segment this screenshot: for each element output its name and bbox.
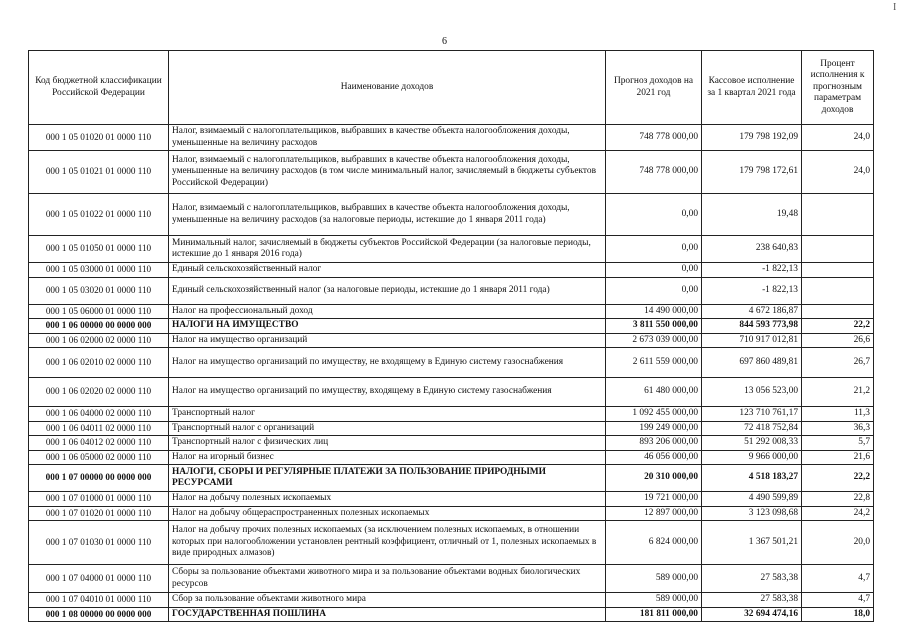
row-cash: 710 917 012,81 [702,333,802,348]
table-header-row [29,51,874,125]
row-forecast: 2 673 039 000,00 [606,333,702,348]
row-forecast: 199 249 000,00 [606,421,702,436]
row-cash: 4 672 186,87 [702,304,802,319]
row-forecast: 181 811 000,00 [606,607,702,622]
row-percent: 26,7 [802,348,874,378]
row-percent [802,263,874,278]
row-percent [802,304,874,319]
row-cash: 179 798 172,61 [702,151,802,194]
row-code: 000 1 08 00000 00 0000 000 [29,607,169,622]
row-forecast: 1 092 455 000,00 [606,407,702,422]
row-forecast: 748 778 000,00 [606,125,702,151]
row-percent: 22,2 [802,465,874,492]
row-name: Налог на имущество организаций по имуществу, не входящему в Единую систему газоснабжения [169,348,606,378]
row-cash: 179 798 192,09 [702,125,802,151]
row-name: Налог, взимаемый с налогоплательщиков, выбравших в качестве объекта налогообложения доходы, уменьшенные на величину расходов (за налоговые периоды, истекшие до 1 января 2011 года) [169,194,606,236]
row-code: 000 1 05 01050 01 0000 110 [29,236,169,263]
row-percent: 5,7 [802,436,874,451]
row-cash: -1 822,13 [702,277,802,304]
row-percent: 21,2 [802,378,874,407]
row-percent: 24,2 [802,506,874,521]
table-row [29,465,874,492]
row-code: 000 1 07 01030 01 0000 110 [29,521,169,565]
row-cash: 123 710 761,17 [702,407,802,422]
row-forecast: 14 490 000,00 [606,304,702,319]
row-forecast: 0,00 [606,236,702,263]
row-name: НАЛОГИ, СБОРЫ И РЕГУЛЯРНЫЕ ПЛАТЕЖИ ЗА ПОЛЬЗОВАНИЕ ПРИРОДНЫМИ РЕСУРСАМИ [169,465,606,492]
row-name: ГОСУДАРСТВЕННАЯ ПОШЛИНА [169,607,606,622]
row-forecast: 0,00 [606,194,702,236]
row-cash: 3 123 098,68 [702,506,802,521]
row-percent [802,194,874,236]
table-row [29,304,874,319]
row-percent: 4,7 [802,593,874,608]
row-forecast: 0,00 [606,263,702,278]
row-name: Сборы за пользование объектами животного мира и за пользование объектами водных биологических ресурсов [169,565,606,593]
row-cash: 4 518 183,27 [702,465,802,492]
row-percent: 22,8 [802,492,874,507]
row-name: Налог на игорный бизнес [169,450,606,465]
row-name: Налог, взимаемый с налогоплательщиков, выбравших в качестве объекта налогообложения доходы, уменьшенные на величину расходов (в том числе минимальный налог, зачисляемый в бюджеты субъектов Российской Федерации) [169,151,606,194]
row-code: 000 1 07 00000 00 0000 000 [29,465,169,492]
row-name: Налог на добычу общераспространенных полезных ископаемых [169,506,606,521]
table-row [29,151,874,194]
row-name: Минимальный налог, зачисляемый в бюджеты субъектов Российской Федерации (за налоговые периоды, истекшие до 1 января 2016 года) [169,236,606,263]
table-row [29,593,874,608]
row-name: Налог на добычу полезных ископаемых [169,492,606,507]
row-code: 000 1 05 01021 01 0000 110 [29,151,169,194]
row-percent: 26,6 [802,333,874,348]
header-forecast: Прогноз доходов на 2021 год [606,51,702,125]
row-cash: 844 593 773,98 [702,319,802,334]
row-name: Сбор за пользование объектами животного мира [169,593,606,608]
row-percent: 11,3 [802,407,874,422]
table-row [29,607,874,622]
row-forecast: 20 310 000,00 [606,465,702,492]
row-forecast: 0,00 [606,277,702,304]
row-percent: 18,0 [802,607,874,622]
row-code: 000 1 05 03020 01 0000 110 [29,277,169,304]
row-forecast: 6 824 000,00 [606,521,702,565]
row-cash: 13 056 523,00 [702,378,802,407]
row-percent: 22,2 [802,319,874,334]
row-code: 000 1 05 01022 01 0000 110 [29,194,169,236]
table-row [29,378,874,407]
row-cash: 51 292 008,33 [702,436,802,451]
row-code: 000 1 05 06000 01 0000 110 [29,304,169,319]
row-name: Транспортный налог [169,407,606,422]
row-name: Налог, взимаемый с налогоплательщиков, выбравших в качестве объекта налогообложения доходы, уменьшенные на величину расходов [169,125,606,151]
row-code: 000 1 06 02000 02 0000 110 [29,333,169,348]
row-name: Единый сельскохозяйственный налог [169,263,606,278]
header-code: Код бюджетной классификации Российской Федерации [29,51,169,125]
row-code: 000 1 07 01000 01 0000 110 [29,492,169,507]
row-name: Транспортный налог с организаций [169,421,606,436]
header-percent: Процент исполнения к прогнозным параметрам доходов [802,51,874,125]
row-code: 000 1 06 00000 00 0000 000 [29,319,169,334]
table-row [29,125,874,151]
table-row [29,407,874,422]
header-name: Наименование доходов [169,51,606,125]
row-name: Транспортный налог с физических лиц [169,436,606,451]
table-row [29,333,874,348]
row-code: 000 1 07 04010 01 0000 110 [29,593,169,608]
table-row [29,236,874,263]
row-cash: 72 418 752,84 [702,421,802,436]
table-row [29,348,874,378]
row-forecast: 2 611 559 000,00 [606,348,702,378]
table-row [29,521,874,565]
page-number: 6 [442,36,447,47]
row-cash: 1 367 501,21 [702,521,802,565]
table-row [29,319,874,334]
row-cash: 697 860 489,81 [702,348,802,378]
row-forecast: 589 000,00 [606,593,702,608]
row-forecast: 12 897 000,00 [606,506,702,521]
row-forecast: 748 778 000,00 [606,151,702,194]
row-forecast: 19 721 000,00 [606,492,702,507]
row-code: 000 1 05 03000 01 0000 110 [29,263,169,278]
header-cash: Кассовое исполнение за 1 квартал 2021 года [702,51,802,125]
row-name: Единый сельскохозяйственный налог (за налоговые периоды, истекшие до 1 января 2011 года) [169,277,606,304]
row-cash: 27 583,38 [702,565,802,593]
table-row [29,436,874,451]
row-name: НАЛОГИ НА ИМУЩЕСТВО [169,319,606,334]
row-code: 000 1 06 04011 02 0000 110 [29,421,169,436]
table-row [29,194,874,236]
row-forecast: 589 000,00 [606,565,702,593]
row-percent [802,236,874,263]
budget-revenue-table [28,50,874,622]
row-percent: 21,6 [802,450,874,465]
table-row [29,565,874,593]
row-cash: 19,48 [702,194,802,236]
row-code: 000 1 06 05000 02 0000 110 [29,450,169,465]
row-cash: 9 966 000,00 [702,450,802,465]
row-name: Налог на имущество организаций по имуществу, входящему в Единую систему газоснабжения [169,378,606,407]
row-cash: 27 583,38 [702,593,802,608]
table-row [29,492,874,507]
row-code: 000 1 07 01020 01 0000 110 [29,506,169,521]
corner-mark: I [893,2,897,13]
row-code: 000 1 06 04012 02 0000 110 [29,436,169,451]
row-percent: 24,0 [802,151,874,194]
row-code: 000 1 05 01020 01 0000 110 [29,125,169,151]
row-percent: 36,3 [802,421,874,436]
row-name: Налог на имущество организаций [169,333,606,348]
table-row [29,277,874,304]
table-row [29,506,874,521]
row-name: Налог на добычу прочих полезных ископаемых (за исключением полезных ископаемых, в отношении которых при налогообложении установлен рентный коэффициент, отличный от 1, полезных ископаемых в виде природных алмазов) [169,521,606,565]
row-code: 000 1 06 02010 02 0000 110 [29,348,169,378]
row-code: 000 1 07 04000 01 0000 110 [29,565,169,593]
row-percent [802,277,874,304]
row-forecast: 893 206 000,00 [606,436,702,451]
row-cash: 32 694 474,16 [702,607,802,622]
row-forecast: 61 480 000,00 [606,378,702,407]
row-forecast: 46 056 000,00 [606,450,702,465]
table-row [29,450,874,465]
row-code: 000 1 06 04000 02 0000 110 [29,407,169,422]
table-body [29,125,874,622]
row-code: 000 1 06 02020 02 0000 110 [29,378,169,407]
row-cash: 4 490 599,89 [702,492,802,507]
row-percent: 20,0 [802,521,874,565]
row-percent: 4,7 [802,565,874,593]
row-cash: 238 640,83 [702,236,802,263]
table-row [29,421,874,436]
row-name: Налог на профессиональный доход [169,304,606,319]
row-forecast: 3 811 550 000,00 [606,319,702,334]
row-cash: -1 822,13 [702,263,802,278]
table-row [29,263,874,278]
row-percent: 24,0 [802,125,874,151]
